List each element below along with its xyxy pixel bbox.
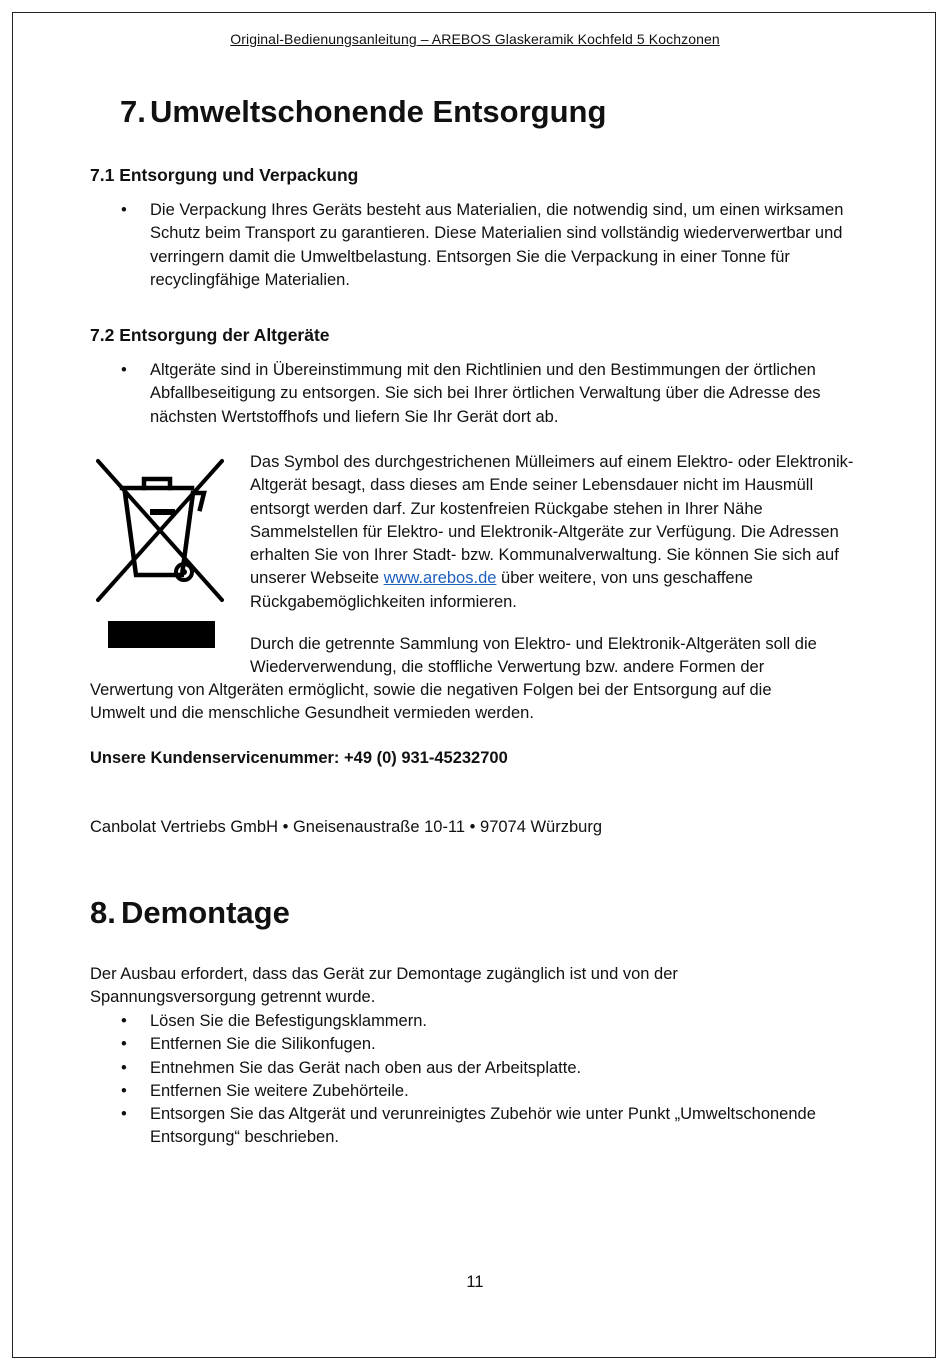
list-item: • Entnehmen Sie das Gerät nach oben aus der Arbeitsplatte.: [90, 1057, 870, 1080]
collection-paragraph-rest: Verwertung von Altgeräten ermöglicht, sowie die negativen Folgen bei der Entsorgung auf die Umwelt und die menschliche Gesundheit vermieden werden.: [90, 681, 772, 723]
section-7-title: Umweltschonende Entsorgung: [150, 94, 607, 129]
arebos-website-link[interactable]: www.arebos.de: [383, 569, 497, 588]
collection-paragraph-line2: Wiederverwendung, die stoffliche Verwertung bzw. andere Formen der: [250, 658, 765, 676]
bullet-icon: •: [121, 201, 127, 219]
list-item: • Altgeräte sind in Übereinstimmung mit den Richtlinien und den Bestimmungen der örtlichen Abfallbeseitigung zu entsorgen. Sie sich bei Ihrer örtlichen Verwaltung über die Adresse des nächsten Wertstoffhofs und liefern Sie Ihr Gerät dort ab.: [121, 361, 821, 426]
list-item: • Entfernen Sie die Silikonfugen.: [90, 1033, 870, 1056]
bullet-icon: •: [121, 1105, 127, 1124]
weee-bar: [108, 621, 215, 648]
weee-paragraph: Das Symbol des durchgestrichenen Mülleimers auf einem Elektro- oder Elektronik-Altgerät besagt, dass dieses am Ende seiner Lebensdauer nicht im Hausmüll entsorgt werden darf. Zur kostenfreien Rückgabe stehen in Ihrer Nähe Sammelstellen für Elektro- und Elektronik-Altgeräte zur Verfügung. Die Adressen erhalten Sie von Ihrer Stadt- bzw. Kommunalverwaltung. Sie können Sie sich auf unserer Webseite www.arebos.de über weitere, von uns geschaffene Rückgabemöglichkeiten informieren.: [250, 453, 854, 611]
customer-service-number: Unsere Kundenservicenummer: +49 (0) 931-45232700: [90, 749, 508, 767]
bullet-icon: •: [121, 1035, 127, 1054]
subsection-7-1-list: [90, 199, 870, 292]
company-address: Canbolat Vertriebs GmbH • Gneisenaustraße 10-11 • 97074 Würzburg: [90, 818, 603, 836]
list-item: • Lösen Sie die Befestigungsklammern.: [90, 1010, 870, 1033]
subsection-7-2-list: [90, 359, 870, 429]
section-8-number: 8.: [90, 895, 116, 930]
list-item: • Entfernen Sie weitere Zubehörteile.: [90, 1080, 870, 1103]
section-8-intro: Der Ausbau erfordert, dass das Gerät zur Demontage zugänglich ist und von der Spannungsversorgung getrennt wurde.: [90, 965, 678, 1007]
section-8-heading: [90, 895, 290, 931]
collection-paragraph-line1: Durch die getrennte Sammlung von Elektro- und Elektronik-Altgeräten soll die: [250, 635, 817, 653]
bullet-icon: •: [121, 1012, 127, 1030]
running-header: Original-Bedienungsanleitung – AREBOS Glaskeramik Kochfeld 5 Kochzonen: [230, 31, 720, 47]
bullet-icon: •: [121, 1081, 127, 1100]
bullet-icon: •: [121, 361, 127, 379]
section-7-number: 7.: [120, 94, 146, 129]
section-8-list: [90, 1010, 870, 1150]
list-item: • Entsorgen Sie das Altgerät und verunreinigtes Zubehör wie unter Punkt „Umweltschonende Entsorgung“ beschrieben.: [121, 1105, 816, 1147]
section-7-heading: [120, 94, 606, 130]
subsection-7-1-title: 7.1 Entsorgung und Verpackung: [90, 165, 359, 185]
subsection-7-2-title: 7.2 Entsorgung der Altgeräte: [90, 325, 330, 345]
crossed-out-wheelie-bin-icon: [92, 453, 232, 613]
list-item: • Die Verpackung Ihres Geräts besteht aus Materialien, die notwendig sind, um einen wirksamen Schutz beim Transport zu garantieren. Diese Materialien sind vollständig wiederverwertbar und verringern damit die Umweltbelastung. Entsorgen Sie die Verpackung in einer Tonne für recyclingfähige Materialien.: [121, 201, 844, 289]
page-number: 11: [466, 1273, 484, 1291]
bullet-icon: •: [121, 1058, 127, 1077]
section-8-title: Demontage: [121, 895, 290, 930]
